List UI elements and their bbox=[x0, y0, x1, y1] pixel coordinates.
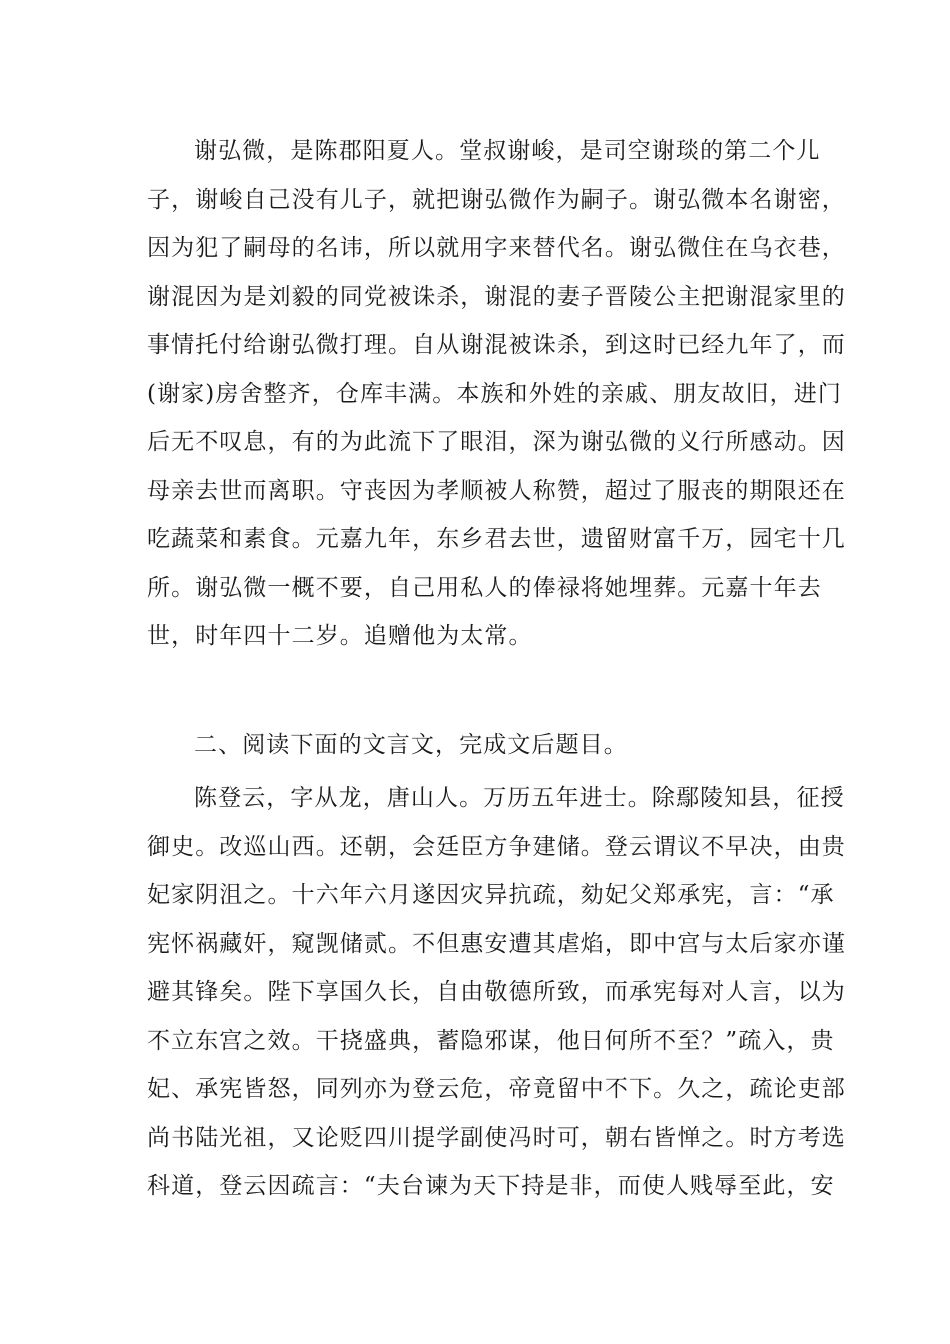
text-line: 不立东宫之效。干挠盛典，蓄隐邪谋，他日何所不至？”疏入，贵 bbox=[147, 1027, 835, 1054]
text-line: 科道，登云因疏言：“夫台谏为天下持是非，而使人贱辱至此，安 bbox=[147, 1173, 835, 1199]
text-line: 御史。改巡山西。还朝，会廷臣方争建储。登云谓议不早决，由贵 bbox=[147, 833, 846, 860]
text-line: 世，时年四十二岁。追赠他为太常。 bbox=[147, 623, 533, 649]
text-line: 妃、承宪皆怒，同列亦为登云危，帝竟留中不下。久之，疏论吏部 bbox=[147, 1076, 846, 1102]
text-line: 母亲去世而离职。守丧因为孝顺被人称赞，超过了服丧的期限还在 bbox=[147, 477, 846, 504]
text-line: 吃蔬菜和素食。元嘉九年，东乡君去世，遗留财富千万，园宅十几 bbox=[147, 526, 846, 552]
text-line: 因为犯了嗣母的名讳，所以就用字来替代名。谢弘微住在乌衣巷， bbox=[147, 235, 846, 261]
text-line: 子，谢峻自己没有儿子，就把谢弘微作为嗣子。谢弘微本名谢密， bbox=[147, 186, 846, 213]
text-line: 尚书陆光祖，又论贬四川提学副使冯时可，朝右皆惮之。时方考选 bbox=[147, 1124, 846, 1151]
text-line: 妃家阴沮之。十六年六月遂因灾异抗疏，劾妃父郑承宪，言：“承 bbox=[147, 882, 835, 908]
text-line: 避其锋矣。陛下享国久长，自由敬德所致，而承宪每对人言，以为 bbox=[147, 979, 846, 1005]
text-line: 宪怀祸藏奸，窥觊储贰。不但惠安遭其虐焰，即中宫与太后家亦谨 bbox=[147, 930, 846, 957]
text-line: 谢弘微，是陈郡阳夏人。堂叔谢峻，是司空谢琰的第二个儿 bbox=[194, 138, 821, 164]
text-line: 事情托付给谢弘微打理。自从谢混被诛杀，到这时已经九年了，而 bbox=[147, 332, 846, 358]
text-line: 后无不叹息，有的为此流下了眼泪，深为谢弘微的义行所感动。因 bbox=[147, 429, 846, 455]
section-heading: 二、阅读下面的文言文，完成文后题目。 bbox=[194, 732, 628, 758]
text-line: 所。谢弘微一概不要，自己用私人的俸禄将她埋葬。元嘉十年去 bbox=[147, 574, 822, 601]
text-line: 陈登云，字从龙，唐山人。万历五年进士。除鄢陵知县，征授 bbox=[194, 785, 845, 811]
text-line: 谢混因为是刘毅的同党被诛杀，谢混的妻子晋陵公主把谢混家里的 bbox=[147, 283, 846, 310]
text-line: (谢家)房舍整齐，仓库丰满。本族和外姓的亲戚、朋友故旧，进门 bbox=[147, 380, 842, 407]
